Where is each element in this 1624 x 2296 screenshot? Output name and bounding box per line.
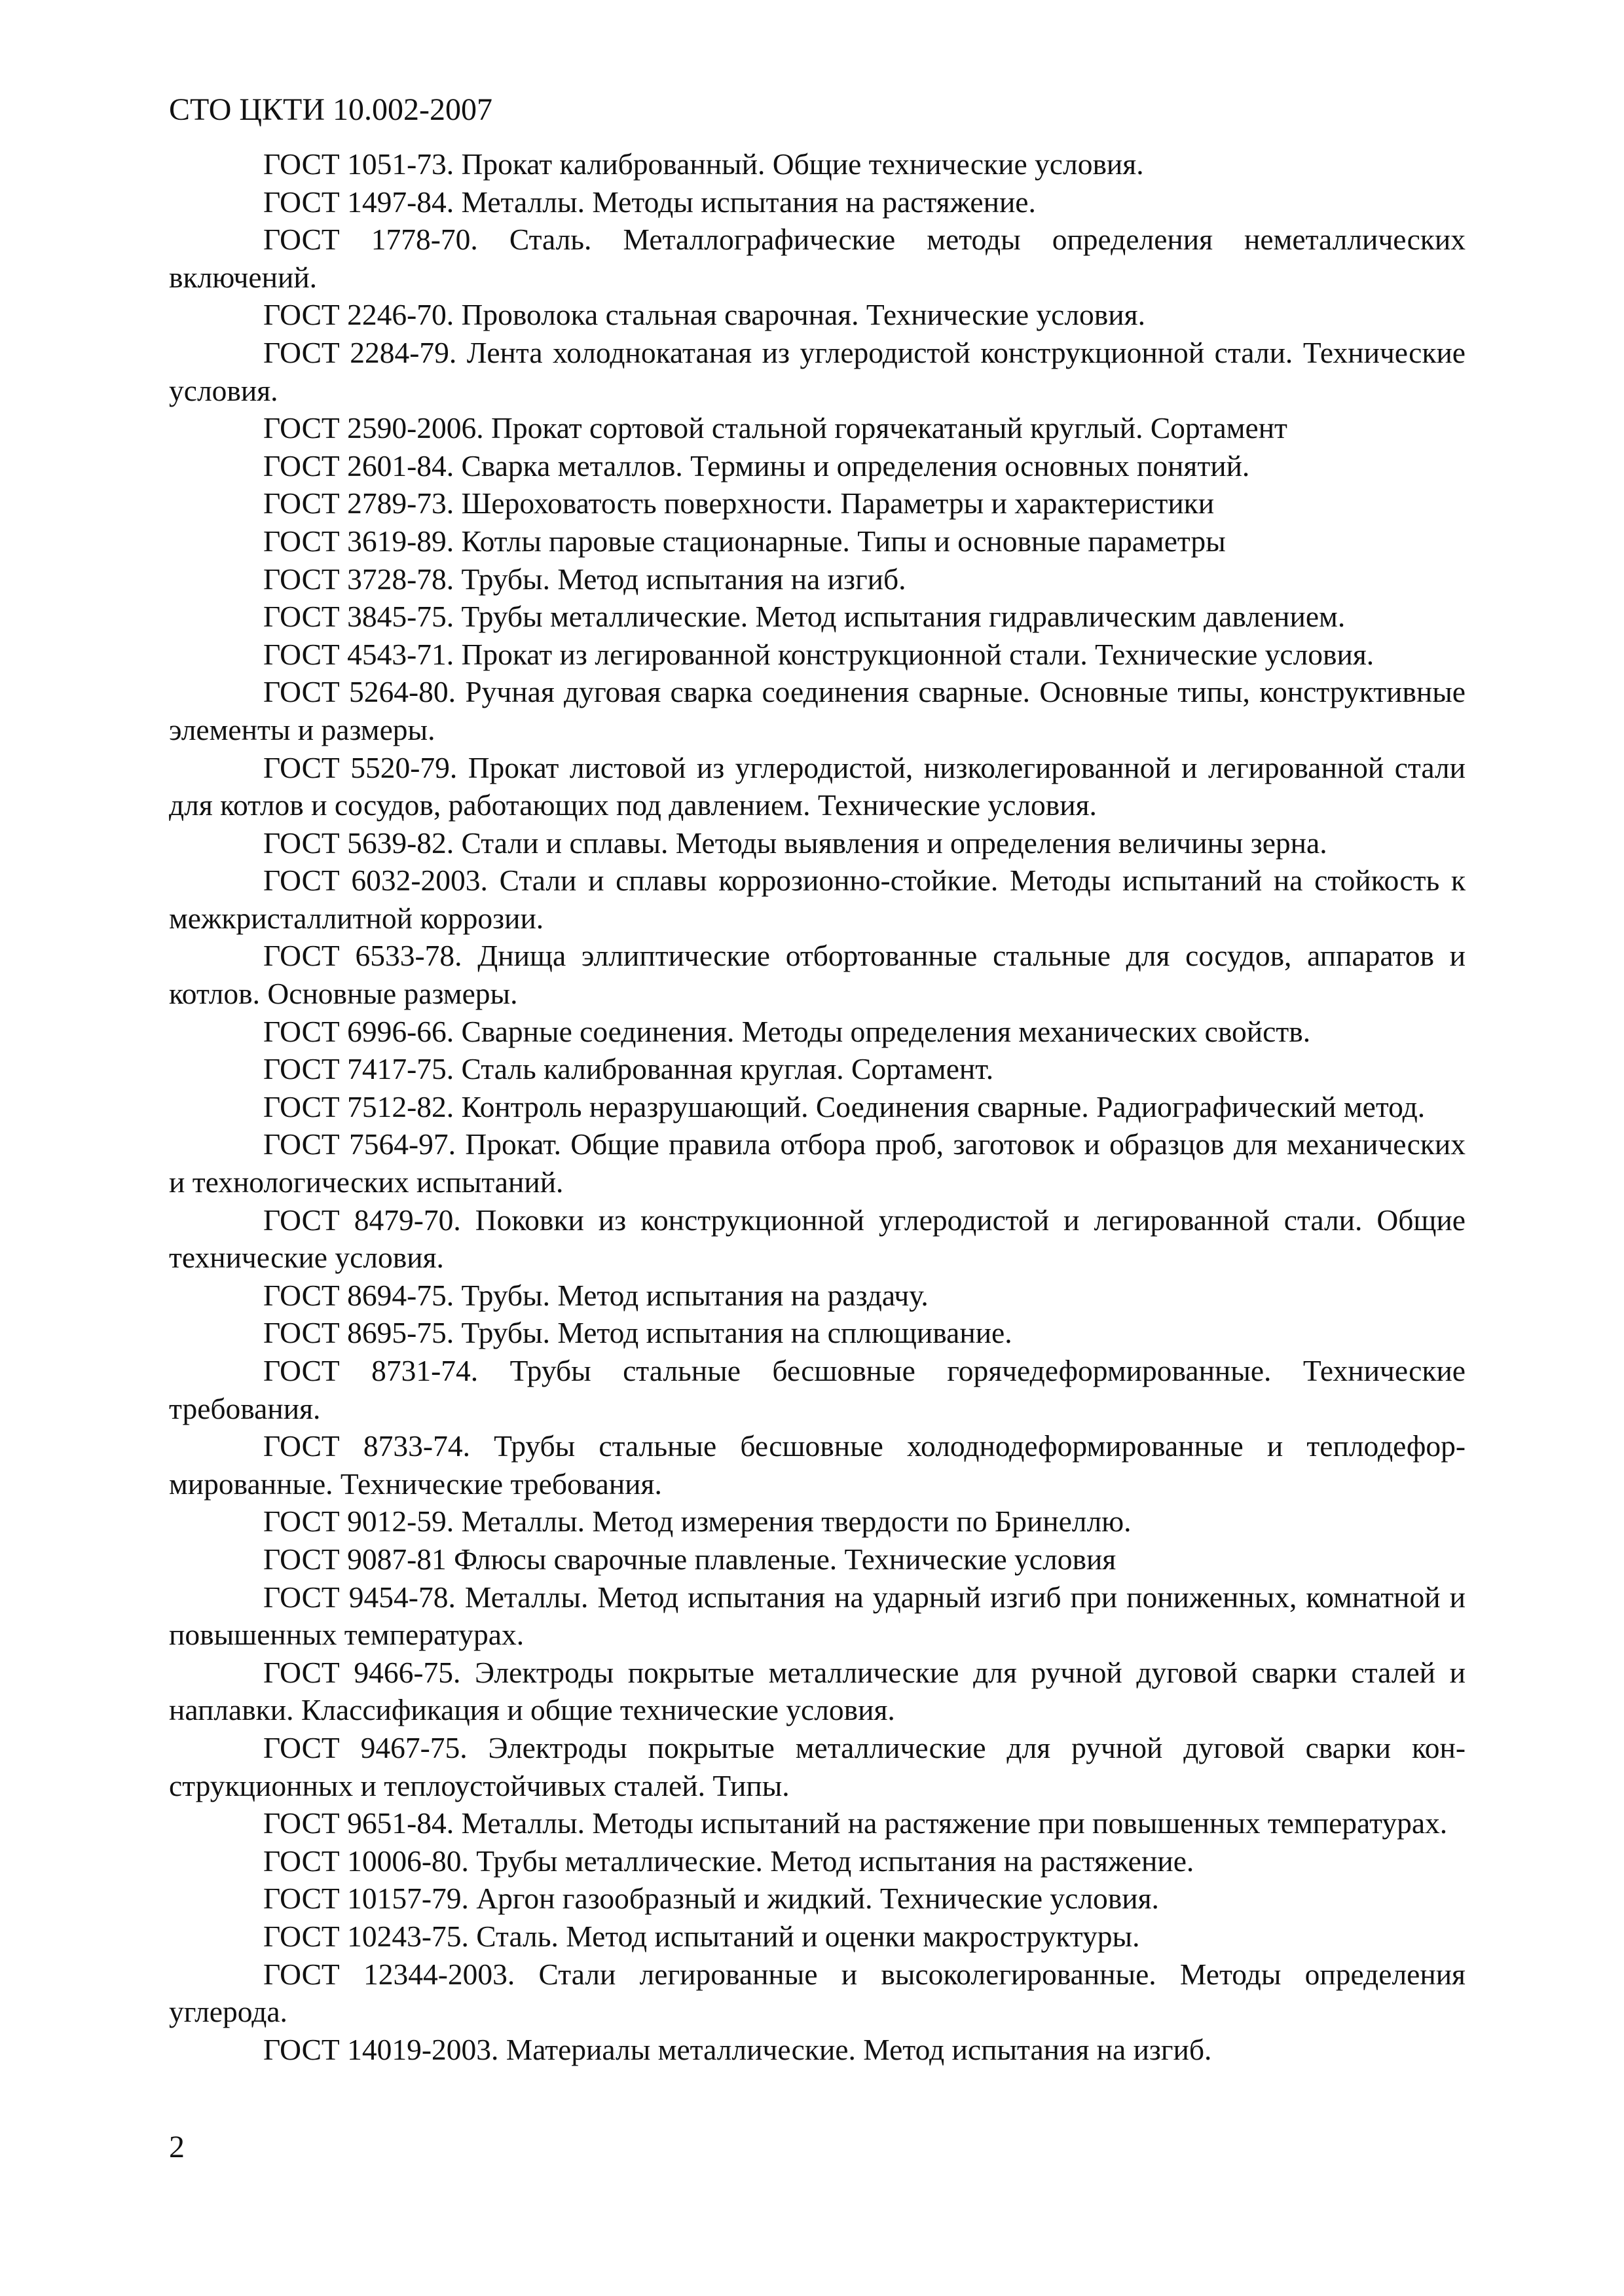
- reference-item: ГОСТ 7417-75. Сталь калиброванная круглая. Сортамент.: [263, 1052, 994, 1086]
- reference-item: ГОСТ 7512-82. Контроль неразрушающий. Соединения сварные. Радиографический метод.: [263, 1089, 1426, 1123]
- reference-item: ГОСТ 12344-2003. Стали легированные и высоколегированные. Методы определения углерода.: [169, 1957, 1466, 2029]
- reference-item: ГОСТ 3728-78. Трубы. Метод испытания на изгиб.: [263, 562, 906, 596]
- reference-item: ГОСТ 8479-70. Поковки из конструкционной углеродистой и легированной стали. Общие технические условия.: [169, 1203, 1466, 1275]
- reference-item: ГОСТ 9466-75. Электроды покрытые металлические для ручной дуговой сварки сталей и наплавки. Классификация и общие технические условия.: [169, 1655, 1466, 1727]
- reference-item: ГОСТ 2590-2006. Прокат сортовой стальной горячекатаный круглый. Сортамент: [263, 411, 1287, 445]
- reference-item: ГОСТ 7564-97. Прокат. Общие правила отбора проб, заготовок и образцов для механических и технологических испытаний.: [169, 1127, 1466, 1199]
- reference-item: ГОСТ 5639-82. Стали и сплавы. Методы выявления и определения величины зерна.: [263, 826, 1327, 860]
- reference-item: ГОСТ 8694-75. Трубы. Метод испытания на раздачу.: [263, 1278, 929, 1312]
- reference-item: ГОСТ 14019-2003. Материалы металлические. Метод испытания на изгиб.: [263, 2032, 1212, 2066]
- reference-item: ГОСТ 9087-81 Флюсы сварочные плавленые. Технические условия: [263, 1542, 1116, 1576]
- reference-item: ГОСТ 2601-84. Сварка металлов. Термины и определения основных понятий.: [263, 448, 1250, 483]
- page-number: 2: [169, 2130, 185, 2164]
- reference-item: ГОСТ 3845-75. Трубы металлические. Метод испытания гидравлическим давлением.: [263, 600, 1346, 634]
- reference-item: ГОСТ 2246-70. Проволока стальная сварочная. Технические условия.: [263, 298, 1145, 332]
- reference-item: ГОСТ 5520-79. Прокат листовой из углеродистой, низколегированной и легированной стали для котлов и сосудов, работающих под давлением. Технические условия.: [169, 750, 1466, 822]
- reference-item: ГОСТ 6032-2003. Стали и сплавы коррозионно-стойкие. Методы испытаний на стойкость к межкристаллитной коррозии.: [169, 864, 1466, 935]
- reference-item: ГОСТ 5264-80. Ручная дуговая сварка соединения сварные. Основные типы, конструктивные элементы и размеры.: [169, 675, 1466, 746]
- document-code-header: СТО ЦКТИ 10.002-2007: [169, 92, 493, 127]
- reference-item: ГОСТ 10006-80. Трубы металлические. Метод испытания на растяжение.: [263, 1844, 1194, 1878]
- reference-item: ГОСТ 1778-70. Сталь. Металлографические методы определения неметаллических включений.: [169, 223, 1466, 294]
- reference-item: ГОСТ 9651-84. Металлы. Методы испытаний на растяжение при повышенных температурах.: [263, 1806, 1448, 1840]
- reference-item: ГОСТ 2789-73. Шероховатость поверхности. Параметры и характеристики: [263, 486, 1215, 520]
- reference-item: ГОСТ 4543-71. Прокат из легированной конструкционной стали. Технические условия.: [263, 637, 1375, 671]
- reference-item: ГОСТ 1497-84. Металлы. Методы испытания на растяжение.: [263, 185, 1036, 219]
- reference-item: ГОСТ 1051-73. Прокат калиброванный. Общие технические условия.: [263, 147, 1144, 181]
- reference-item: ГОСТ 2284-79. Лента холоднокатаная из углеродистой конструкционной стали. Технические условия.: [169, 335, 1466, 407]
- reference-item: ГОСТ 9012-59. Металлы. Метод измерения твердости по Бринеллю.: [263, 1504, 1132, 1539]
- reference-item: ГОСТ 8733-74. Трубы стальные бесшовные холоднодеформированные и теплодеформированные. Технические требования.: [169, 1429, 1466, 1501]
- reference-item: ГОСТ 9454-78. Металлы. Метод испытания на ударный изгиб при пониженных, комнатной и повышенных температурах.: [169, 1580, 1466, 1652]
- reference-item: ГОСТ 10243-75. Сталь. Метод испытаний и оценки макроструктуры.: [263, 1919, 1140, 1953]
- reference-item: ГОСТ 6533-78. Днища эллиптические отбортованные стальные для сосудов, аппаратов и котлов. Основные размеры.: [169, 939, 1466, 1011]
- reference-item: ГОСТ 8695-75. Трубы. Метод испытания на сплющивание.: [263, 1316, 1012, 1350]
- reference-item: ГОСТ 3619-89. Котлы паровые стационарные. Типы и основные параметры: [263, 524, 1226, 558]
- reference-item: ГОСТ 6996-66. Сварные соединения. Методы определения механических свойств.: [263, 1014, 1311, 1048]
- reference-item: ГОСТ 9467-75. Электроды покрытые металлические для ручной дуговой сварки конструкционных и теплоустойчивых сталей. Типы.: [169, 1730, 1466, 1802]
- reference-item: ГОСТ 8731-74. Трубы стальные бесшовные горячедеформированные. Технические требования.: [169, 1354, 1466, 1425]
- normative-references-list: [169, 145, 1466, 2068]
- reference-item: ГОСТ 10157-79. Аргон газообразный и жидкий. Технические условия.: [263, 1882, 1159, 1916]
